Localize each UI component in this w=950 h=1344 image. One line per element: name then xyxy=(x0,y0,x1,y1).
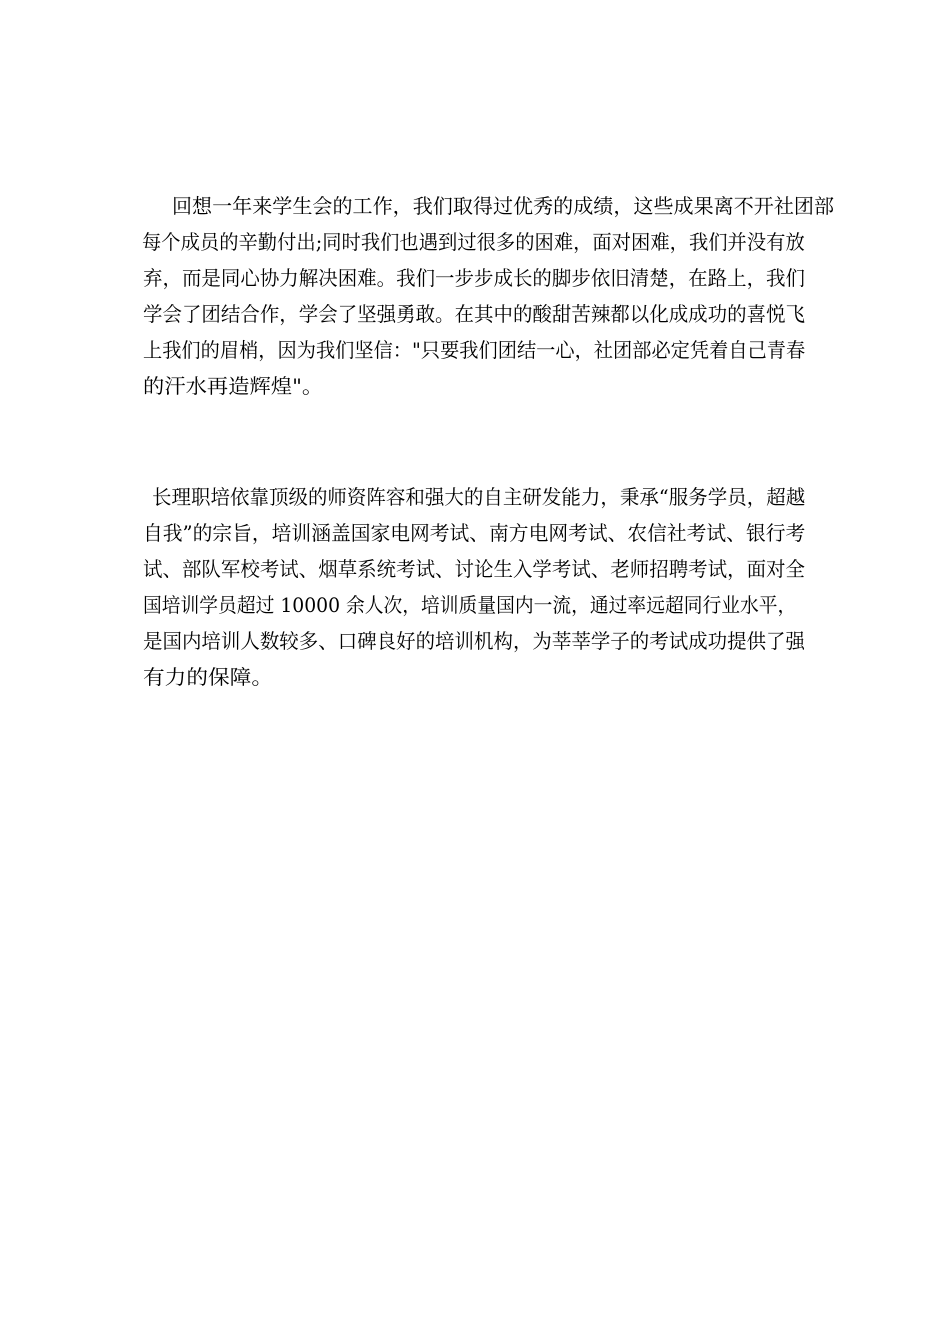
paragraph-1-line-3: 弃，而是同心协力解决困难。我们一步步成长的脚步依旧清楚，在路上，我们 xyxy=(143,266,805,290)
paragraph-1-line-4: 学会了团结合作，学会了坚强勇敢。在其中的酸甜苦辣都以化成成功的喜悦飞 xyxy=(143,302,805,326)
paragraph-1-line-6: 的汗水再造辉煌"。 xyxy=(143,374,324,398)
paragraph-2-line-6: 有力的保障。 xyxy=(143,665,273,689)
paragraph-2-line-5: 是国内培训人数较多、口碑良好的培训机构，为莘莘学子的考试成功提供了强 xyxy=(143,629,805,653)
paragraph-2-line-3: 试、部队军校考试、烟草系统考试、讨论生入学考试、老师招聘考试，面对全 xyxy=(143,557,805,581)
paragraph-2-line-1: 长理职培依靠顶级的师资阵容和强大的自主研发能力，秉承“服务学员，超越 xyxy=(152,485,806,509)
paragraph-2-line-2: 自我”的宗旨，培训涵盖国家电网考试、南方电网考试、农信社考试、银行考 xyxy=(143,521,806,545)
paragraph-2-line-4: 国培训学员超过 10000 余人次，培训质量国内一流，通过率远超同行业水平， xyxy=(143,593,797,617)
paragraph-1-line-1: 回想一年来学生会的工作，我们取得过优秀的成绩，这些成果离不开社团部 xyxy=(172,194,834,218)
paragraph-1-line-2: 每个成员的辛勤付出;同时我们也遇到过很多的困难，面对困难，我们并没有放 xyxy=(142,230,805,254)
paragraph-1-line-5: 上我们的眉梢，因为我们坚信："只要我们团结一心，社团部必定凭着自己青春 xyxy=(143,338,806,362)
